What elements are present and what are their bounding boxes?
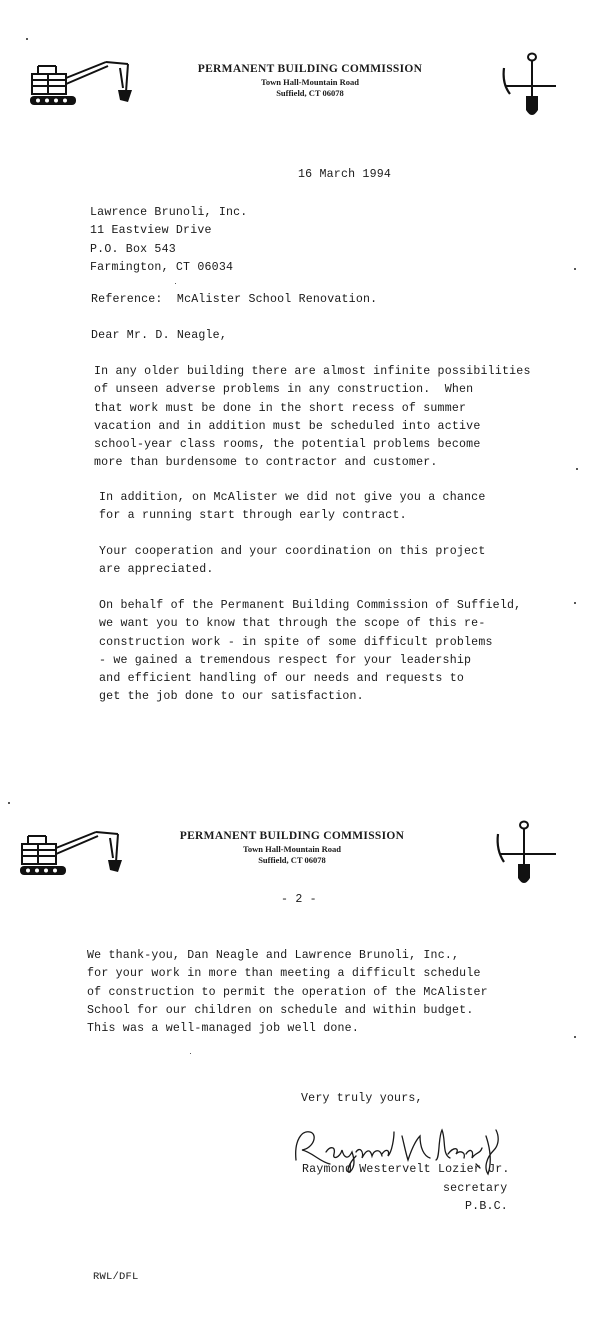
recipient-line: Farmington, CT 06034 <box>90 260 234 274</box>
scan-speck <box>8 802 10 804</box>
reference-line <box>91 293 377 306</box>
paragraph-line: for your work in more than meeting a difficult schedule <box>87 967 481 981</box>
page-number: - 2 - <box>281 893 317 906</box>
paragraph-line: of construction to permit the operation of the McAlister <box>87 985 488 999</box>
scan-speck <box>574 1036 576 1038</box>
paragraph-line: get the job done to our satisfaction. <box>99 690 364 704</box>
paragraph-3 <box>99 543 486 580</box>
reference-text: McAlister School Renovation. <box>176 293 378 306</box>
closing-paragraph <box>87 947 488 1038</box>
recipient-address <box>90 204 247 277</box>
signer-name: Raymond Westervelt Lozier Jr. <box>302 1163 510 1176</box>
shovel-pick-logo-icon <box>494 820 558 890</box>
paragraph-line: We thank-you, Dan Neagle and Lawrence Brunoli, Inc., <box>87 949 460 962</box>
paragraph-line: In addition, on McAlister we did not give you a chance <box>99 491 486 504</box>
paragraph-line: school-year class rooms, the potential problems become <box>94 438 481 452</box>
excavator-logo-icon <box>18 828 130 880</box>
complimentary-close: Very truly yours, <box>301 1092 423 1105</box>
org-address-line1: Town Hall-Mountain Road <box>261 77 359 87</box>
letterhead-page2 <box>0 810 616 900</box>
paragraph-line: vacation and in addition must be scheduled into active <box>94 419 481 433</box>
signer-title: secretary <box>443 1182 508 1195</box>
org-address-line2: Suffield, CT 06078 <box>258 855 326 865</box>
org-address-line2: Suffield, CT 06078 <box>276 88 344 98</box>
paragraph-line: In any older building there are almost infinite possibilities <box>94 365 531 378</box>
paragraph-line: that work must be done in the short recess of summer <box>94 401 467 415</box>
scan-speck <box>576 468 578 470</box>
recipient-line: 11 Eastview Drive <box>90 224 212 238</box>
paragraph-line: construction work - in spite of some difficult problems <box>99 635 493 649</box>
org-address-line1: Town Hall-Mountain Road <box>243 844 341 854</box>
recipient-line: Lawrence Brunoli, Inc. <box>90 206 248 219</box>
scan-speck <box>26 38 28 40</box>
paragraph-line: for a running start through early contract. <box>99 509 407 523</box>
recipient-line: P.O. Box 543 <box>90 242 176 256</box>
scan-speck <box>175 283 176 284</box>
excavator-logo-icon <box>28 58 140 110</box>
paragraph-line: are appreciated. <box>99 563 214 577</box>
paragraph-2 <box>99 489 486 526</box>
letterhead-page1 <box>0 0 616 130</box>
typist-initials: RWL/DFL <box>93 1271 139 1283</box>
paragraph-line: This was a well-managed job well done. <box>87 1022 359 1036</box>
paragraph-line: we want you to know that through the scope of this re- <box>99 617 486 631</box>
shovel-pick-logo-icon <box>500 52 558 122</box>
letter-date: 16 March 1994 <box>298 168 392 181</box>
paragraph-line: and efficient handling of our needs and requests to <box>99 672 465 686</box>
paragraph-line: of unseen adverse problems in any construction. When <box>94 383 474 397</box>
paragraph-line: Your cooperation and your coordination on this project <box>99 545 486 558</box>
salutation: Dear Mr. D. Neagle, <box>91 329 227 342</box>
scan-speck <box>574 602 576 604</box>
paragraph-1 <box>94 363 531 473</box>
paragraph-4 <box>99 597 521 707</box>
org-name: PERMANENT BUILDING COMMISSION <box>197 63 423 75</box>
scan-speck <box>574 268 576 270</box>
reference-label: Reference: <box>91 293 163 306</box>
signer-organization: P.B.C. <box>465 1200 508 1213</box>
paragraph-line: more than burdensome to contractor and customer. <box>94 456 438 470</box>
paragraph-line: - we gained a tremendous respect for your leadership <box>99 653 472 667</box>
paragraph-line: School for our children on schedule and within budget. <box>87 1003 474 1017</box>
scan-speck <box>190 1053 191 1054</box>
paragraph-line: On behalf of the Permanent Building Commission of Suffield, <box>99 599 522 612</box>
org-name: PERMANENT BUILDING COMMISSION <box>179 830 405 842</box>
